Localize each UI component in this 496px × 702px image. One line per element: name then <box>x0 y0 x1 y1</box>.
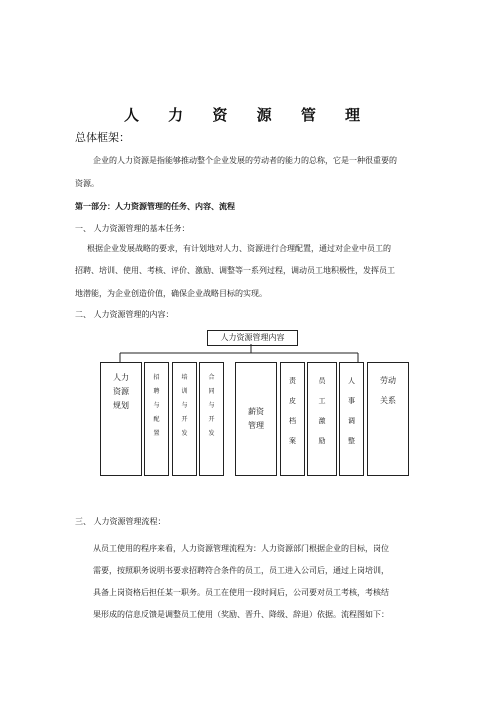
diagram-box-archive <box>280 362 305 476</box>
diagram-box-incentive <box>307 362 337 476</box>
diagram-box-planning <box>100 362 142 476</box>
diagram-root-box <box>207 330 298 346</box>
diagram-box-label: 招聘与配置 <box>153 374 160 437</box>
diagram-box-recruit <box>144 362 169 476</box>
diagram-box-labor <box>367 362 409 476</box>
diagram-box-adjust <box>339 362 364 476</box>
diagram-root-label: 人力资源管理内容 <box>220 333 285 342</box>
section3-line-1: 从员工使用的程序来看，人力资源管理流程为：人力资源部门根据企业的目标，岗位 <box>93 544 389 553</box>
diagram-box-training <box>172 362 197 476</box>
page-title: 人 力 资 源 管 理 <box>123 106 373 124</box>
intro-line-1: 企业的人力资源是指能够推动整个企业发展的劳动者的能力的总称，它是一种很重要的 <box>93 156 397 165</box>
diagram-box-label: 员工激励 <box>318 377 326 445</box>
diagram-box-contract <box>199 362 224 476</box>
section1-line-1: 根据企业发展战略的要求，有计划地对人力、资源进行合理配置，通过对企业中员工的 <box>87 244 391 253</box>
framework-heading: 总体框架： <box>75 131 130 144</box>
section1-heading: 一、 人力资源管理的基本任务： <box>75 224 190 233</box>
diagram-box-label: 薪资管理 <box>248 407 264 430</box>
section1-line-2: 招聘、培训、使用、考核、评价、激励、调整等一系列过程，调动员工地积极性，发挥员工 <box>75 266 395 275</box>
part1-heading: 第一部分：人力资源管理的任务、内容、流程 <box>75 202 235 211</box>
section3-line-3: 具备上岗资格后担任某一职务。员工在使用一段时间后，公司要对员工考核，考核结 <box>93 588 389 597</box>
diagram-box-salary <box>235 362 277 476</box>
section2-heading: 二、 人力资源管理的内容： <box>75 310 174 319</box>
section1-line-3: 地潜能，为企业创造价值，确保企业战略目标的实现。 <box>75 289 267 298</box>
intro-line-2: 资源。 <box>75 179 99 188</box>
diagram-box-label: 人事调整 <box>348 377 355 445</box>
section3-heading: 三、 人力资源管理流程： <box>75 517 166 526</box>
diagram-box-label: 合同与开发 <box>208 374 215 437</box>
diagram-box-label: 责皮档案 <box>289 377 296 445</box>
diagram-box-label: 劳动关系 <box>380 376 396 405</box>
section3-line-4: 果形成的信息反馈是调整员工使用（奖励、晋升、降级、辞退）依据。流程图如下： <box>93 610 389 619</box>
section3-line-2: 需要，按照职务说明书要求招聘符合条件的员工，员工进入公司后，通过上岗培训， <box>93 566 389 575</box>
diagram-box-label: 人力资源规划 <box>113 373 129 410</box>
diagram-box-label: 培训与开发 <box>181 374 188 437</box>
